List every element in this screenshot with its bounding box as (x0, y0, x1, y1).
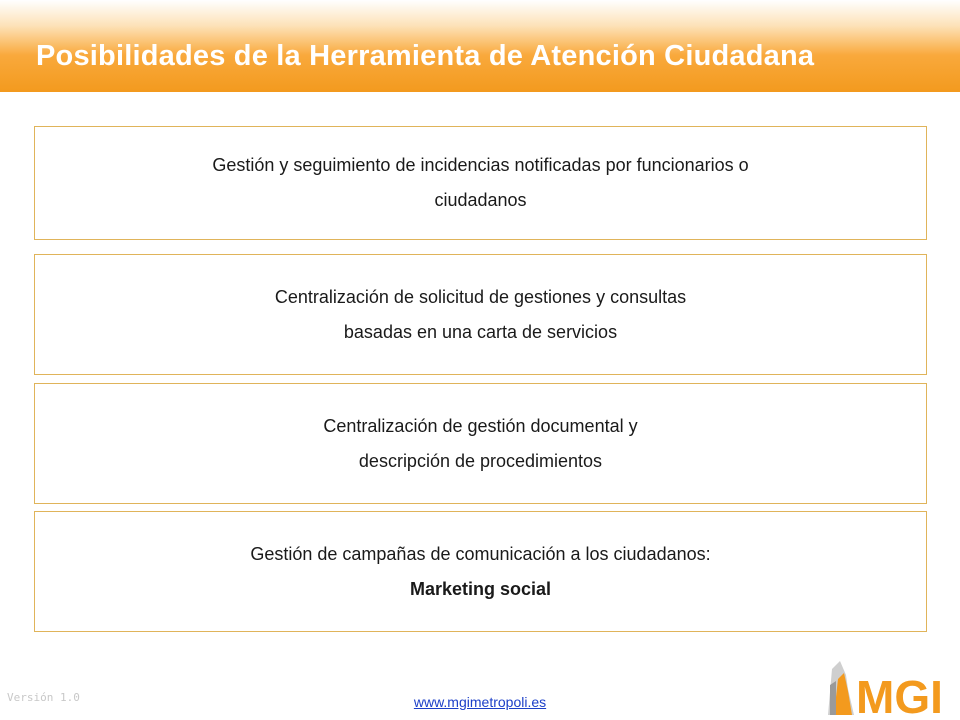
version-label: Versión 1.0 (7, 691, 80, 704)
slide-title: Posibilidades de la Herramienta de Atención Ciudadana (36, 40, 815, 72)
feature-text-line: Centralización de gestión documental y (323, 415, 638, 436)
feature-text-line: Centralización de solicitud de gestiones y consultas (274, 286, 687, 307)
feature-text-emphasis: Marketing social (409, 578, 552, 599)
feature-text-line: ciudadanos (434, 190, 527, 210)
feature-text-line: descripción de procedimientos (358, 450, 603, 471)
title-bar (0, 0, 960, 92)
feature-box-incidencias (34, 126, 927, 240)
feature-box-documental (34, 383, 927, 504)
feature-text-line: basadas en una carta de servicios (343, 321, 618, 342)
logo-wordmark: MGI (856, 671, 943, 717)
feature-box-gestiones (34, 254, 927, 375)
logo-tower-shade (830, 681, 836, 715)
feature-text-line: Gestión y seguimiento de incidencias notificadas por funcionarios o (212, 155, 749, 175)
feature-box-campanas (34, 511, 927, 632)
feature-text-line: Gestión de campañas de comunicación a los ciudadanos: (250, 543, 711, 564)
mgi-logo (826, 655, 956, 717)
website-link[interactable]: www.mgimetropoli.es (413, 694, 547, 710)
